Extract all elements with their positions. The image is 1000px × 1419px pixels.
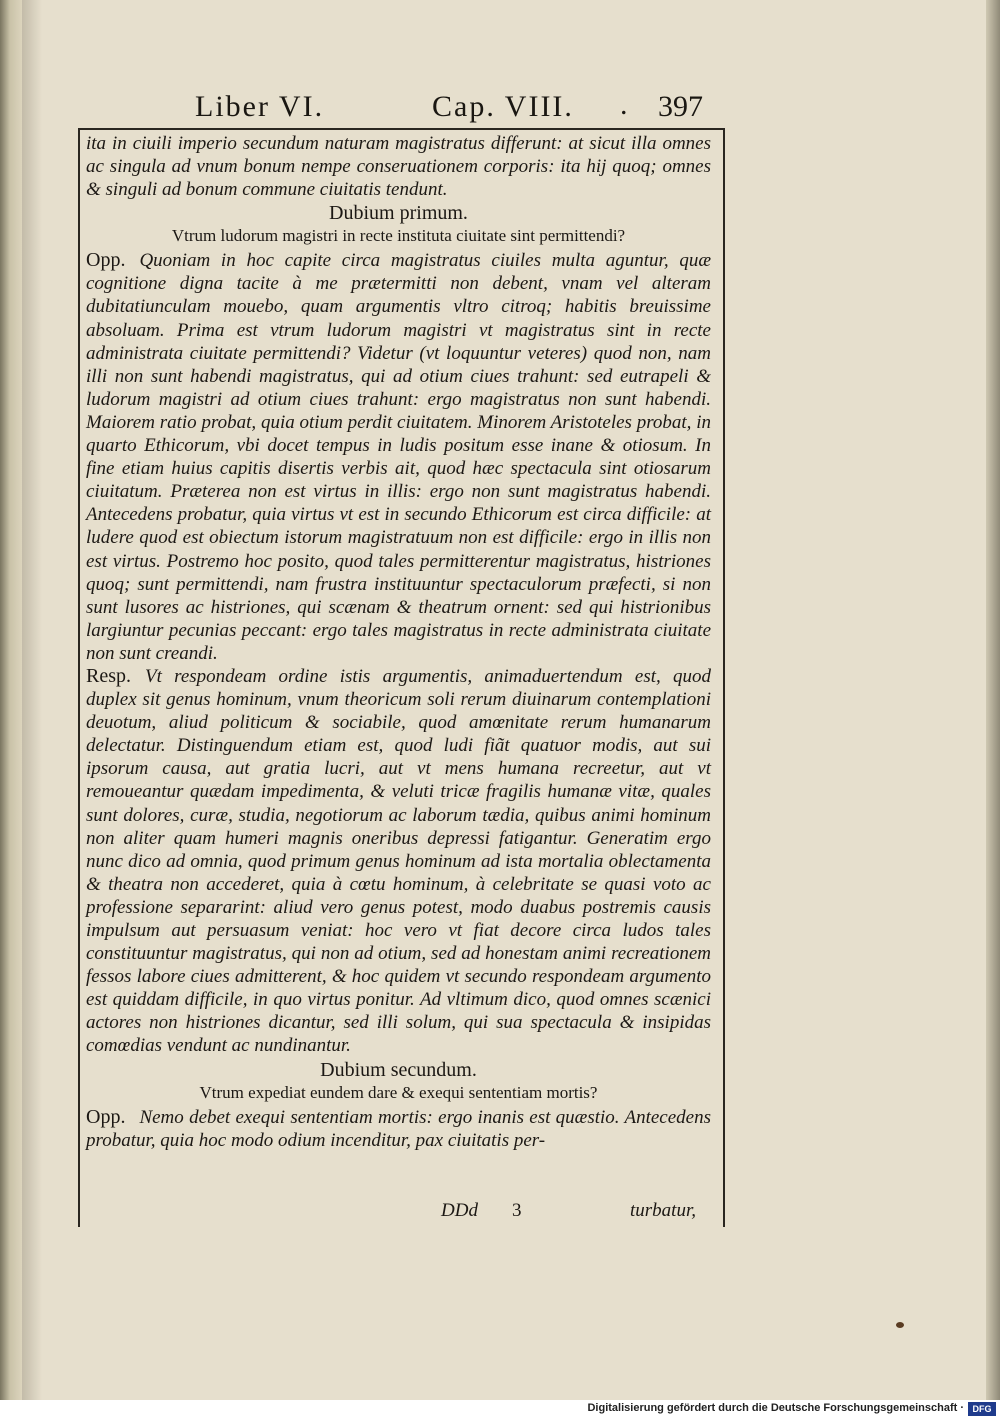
page-edge xyxy=(986,0,1000,1400)
dubium-secundum-question: Vtrum expediat eundem dare & exequi sententiam mortis? xyxy=(199,1082,598,1102)
dubium-primum-opp-paragraph xyxy=(86,249,711,665)
catch-line xyxy=(86,1200,696,1224)
header-dot: . xyxy=(620,88,630,121)
page-number: 397 xyxy=(658,90,703,123)
signature-number: 3 xyxy=(512,1200,522,1221)
dubium-primum-heading: Dubium primum. xyxy=(329,202,468,225)
intro-paragraph: ita in ciuili imperio secundum naturam magistratus differunt: at sicut illa omnes ac singula ad vnum bonum nempe conseruationem corporis: ita hij quoq; omnes & singuli ad bonum commune ciuitatis tendunt. xyxy=(86,133,711,201)
text-block xyxy=(86,132,711,1152)
resp-label: Resp. xyxy=(86,664,131,687)
catchword: turbatur, xyxy=(630,1200,696,1221)
resp-text: Vt respondeam ordine istis argumentis, animaduertendum est, quod duplex sit genus hominum, vnum theoricum soli rerum diuinarum contemplationi deuotum, aliud politicum & sociabile, quod amœnitate rerum humanarum delectatur. Distinguendum etiam est, quod ludi fiãt quatuor modis, aut sui ipsorum causa, aut gratia lucri, aut vt mens humana recreetur, aut vt remoueantur quædam impedimenta, & veluti tricæ fragilis humanæ vitæ, quales sunt dolores, curæ, studia, negotiorum ac laborum tædia, quibus animi hominum non aliter quam humeri magnis oneribus depressi fatigantur. Generatim ergo nunc dico ad omnia, quod primum genus hominum ad ista mortalia oblectamenta & theatra non accederet, quia à cœtu hominum, à celebritate se quasi voto ac professione separarint: aliud vero genus potest, modo duabus postremis causis impulsum aut persuasum veniat: hoc vero vt fiat decore circa ludos tales constituuntur magistratus, qui non ad otium, sed ad honestam animi recreationem fessos labore ciues admitterent, & hoc quidem vt secundo respondeam argumento est quiddam difficile, in quo virtus ponitur. Ad vltimum dico, quod omnes scænici actores non histriones dicantur, sed illi solum, qui sua spectacula & insipidas comœdias vendunt ac nundinantur. xyxy=(86,665,711,1057)
opp-text: Quoniam in hoc capite circa magistratus ciuiles multa aguntur, quæ cognitione digna tacite à me prætermitti non debent, vnam vel alteram dubitatiunculam mouebo, quam argumentis vltro citroq; habitis breuissime absoluam. Prima est vtrum ludorum magistri vt magistratus sint in recte administrata ciuitate permittendi? Videtur (vt loquuntur veteres) quod non, nam illi non sunt habendi magistratus, qui ad otium ciues trahunt: sed eutrapeli & ludorum magistri ad otium ciues trahunt: ergo magistratus non sunt habendi. Maiorem ratio probat, quia otium perdit ciuitatem. Minorem Aristoteles probat, in quarto Ethicorum, vbi docet tempus in ludis positum esse inane & otiosum. In fine etiam huius capitis disertis verbis ait, quod hæc spectacula sint otiosarum ciuitatum. Præterea non est virtus in illis: ergo non sunt magistratus habendi. Antecedens probatur, quia virtus vt est in secundo Ethicorum est circa difficile: at ludere quod est obiectum istorum magistratuum non est difficile: ergo in illis non est virtus. Postremo hoc posito, quod tales permitterentur magistratus, histriones quoq; sunt permittendi, nam frustra instituuntur spectaculorum præfecti, si non sunt lusores ac histriones, qui scænam & theatrum ornent: sed qui histrionibus largiuntur pecunias peccant: ergo tales magistratus in recte administrata ciuitate non sunt creandi. xyxy=(86,250,711,664)
header-liber: Liber VI. xyxy=(195,90,325,123)
opp-label: Opp. xyxy=(86,1105,126,1128)
dubium-primum-question: Vtrum ludorum magistri in recte instituta ciuitate sint permittendi? xyxy=(171,226,626,246)
dubium-primum-resp-paragraph xyxy=(86,665,711,1058)
dubium-secundum-opp-paragraph xyxy=(86,1106,711,1152)
book-spine xyxy=(0,0,22,1400)
footer-credit: Digitalisierung gefördert durch die Deutsche Forschungsgemeinschaft · xyxy=(587,1402,964,1414)
header-chapter: Cap. VIII. xyxy=(432,90,574,123)
dubium-secundum-heading: Dubium secundum. xyxy=(320,1058,477,1081)
digitization-footer xyxy=(0,1400,1000,1419)
gutter-shadow xyxy=(22,0,42,1400)
dfg-logo-icon: DFG xyxy=(968,1402,996,1416)
signature-mark: DDd xyxy=(441,1200,478,1221)
ink-spot xyxy=(896,1322,904,1328)
running-header xyxy=(195,90,715,130)
opp-text: Nemo debet exequi sententiam mortis: ergo inanis est quæstio. Antecedens probatur, quia hoc modo odium incenditur, pax ciuitatis per- xyxy=(86,1106,711,1151)
opp-label: Opp. xyxy=(86,249,126,272)
